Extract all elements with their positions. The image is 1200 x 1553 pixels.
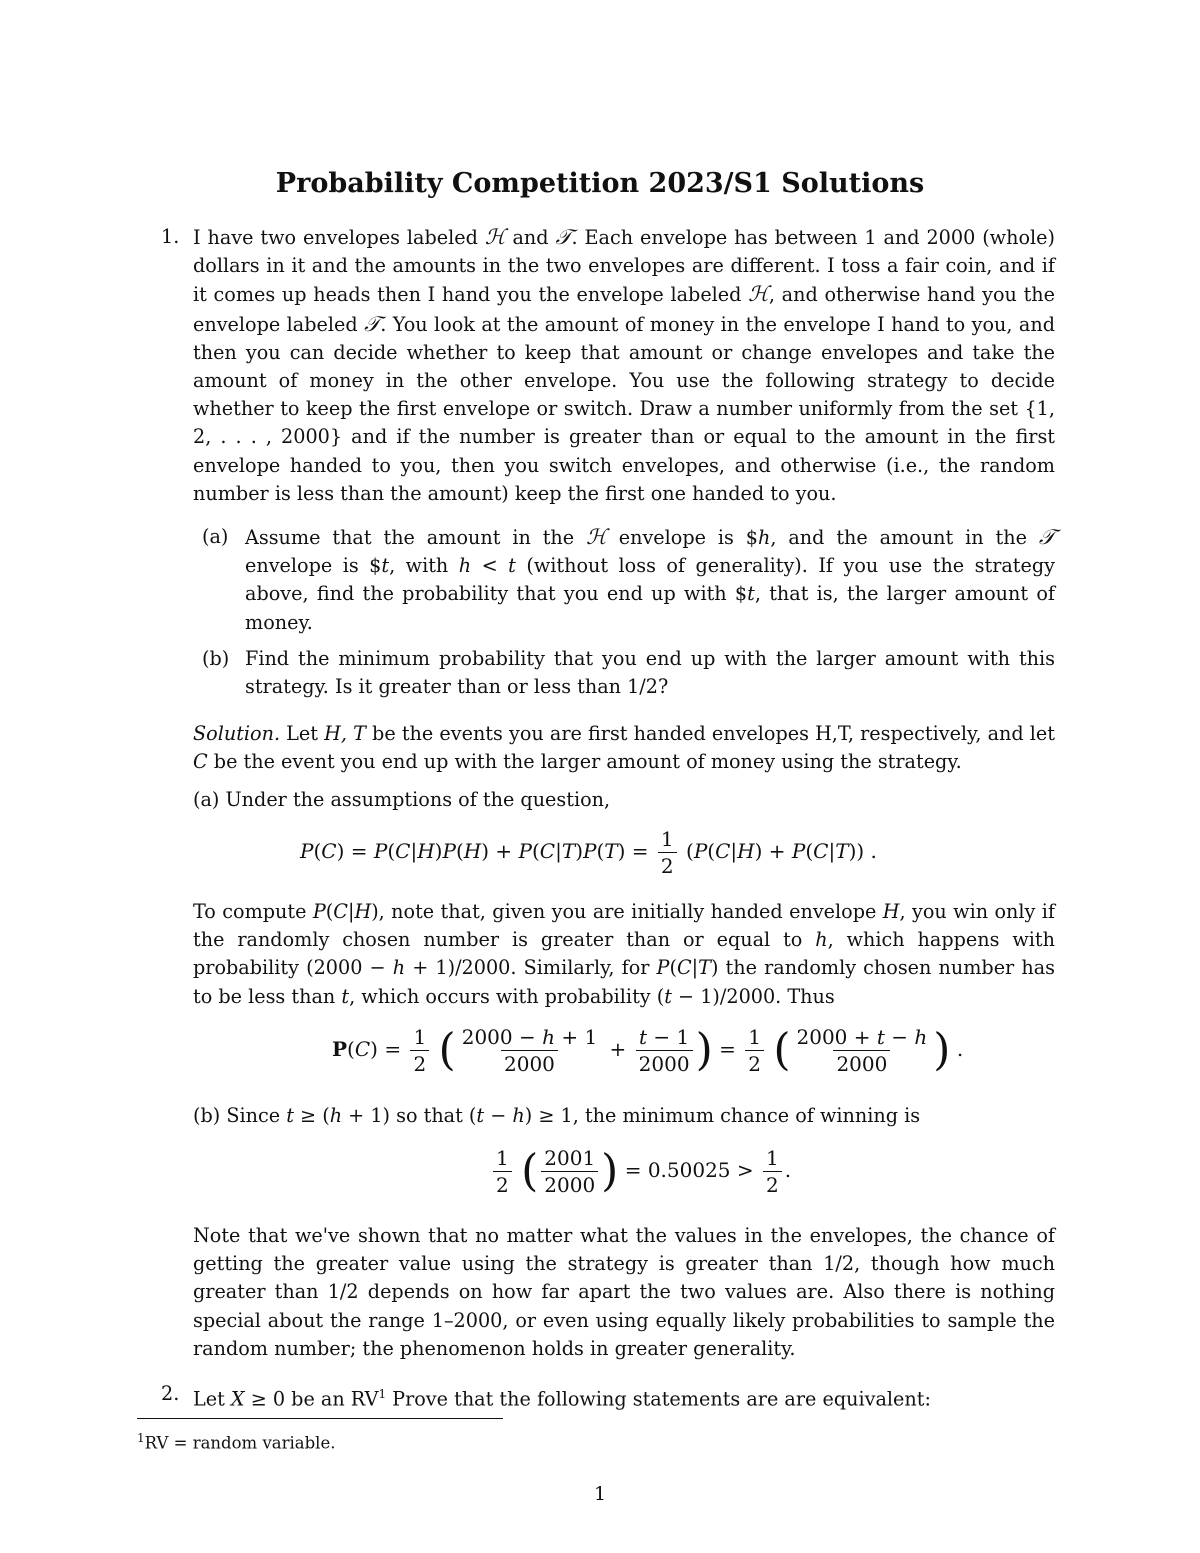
page-number: 1 [593,1483,607,1505]
equation-total-probability: P(C) = P(C|H)P(H) + P(C|T)P(T) = $\frac{1}{2}$ (P(C|H) + P(C|T)) . [300,827,877,878]
solution-intro: Solution. Let H, T be the events you are first handed envelopes H,T, respectively, and let C be the event you end up with the larger amount of money using the strategy. [193,722,1056,774]
solution-note: Note that we've shown that no matter what the values in the envelopes, the chance of getting the greater value using the strategy is greater than 1/2, though how much greater than 1/2 depends on how far apart the two values are. Also there is nothing special about the range 1–2000, or even using equally likely probabilities to sample the random number; the phenomenon holds in greater generality. [193,1224,1055,1360]
equation-min-probability: $\frac{1}{2}$ ( $\frac{2001}{2000}$ ) = 0.50025 > $\frac{1}{2}$ . [490,1145,791,1198]
equation-pc-result: P(C) = $\frac{1}{2}$ ( $\frac{2000 - h + 1}{2000}$ + $\frac{t - 1}{2000}$ ) = $\frac{1}{2}$ ( $\frac{2000 + t - h}{2000}$ ) . [332,1024,964,1076]
problem-1-number: 1. [161,225,180,248]
footnote [137,1427,335,1455]
footnote-marker: 1 [137,1431,145,1445]
solution-a-body: To compute P(C|H), note that, given you are initially handed envelope H, you win only if the randomly chosen number is greater than or equal to h, which happens with probability (2000 − h + 1)/2000. Similarly, for P(C|T) the randomly chosen number has to be less than t, which occurs with probability (t − 1)/2000. Thus [193,900,1056,1008]
footnote-text: RV = random variable. [144,1433,336,1453]
solution-label: Solution. [193,722,281,745]
footnote-rule [137,1418,503,1419]
solution-a-intro: (a) Under the assumptions of the question, [193,788,611,811]
part-b-label: (b) [202,647,230,670]
page-title: Probability Competition 2023/S1 Solutions [275,168,925,199]
part-b-statement: Find the minimum probability that you end up with the larger amount with this strategy. Is it greater than or less than 1/2? [245,647,1055,699]
problem-2-statement: Let X ≥ 0 be an $RV^1$ Prove that the following statements are are equivalent: [193,1387,931,1411]
solution-b-intro: (b) Since t ≥ (h + 1) so that (t − h) ≥ 1, the minimum chance of winning is [193,1104,921,1127]
problem-1-statement: I have two envelopes labeled ℋ and 𝒯. Each envelope has between 1 and 2000 (whole) dollars in it and the amounts in the two envelopes are different. I toss a fair coin, and if it comes up heads then I hand you the envelope labeled ℋ, and otherwise hand you the envelope labeled 𝒯. You look at the amount of money in the envelope I hand to you, and then you can decide whether to keep that amount or change envelopes and take the amount of money in the other envelope. You use the following strategy to decide whether to keep the first envelope or switch. Draw a number uniformly from the set {1, 2, . . . , 2000} and if the number is greater than or equal to the amount in the first envelope handed to you, then you switch envelopes, and otherwise (i.e., the random number is less than the amount) keep the first one handed to you. [193,225,1056,505]
part-a-statement: Assume that the amount in the ℋ envelope is $h, and the amount in the 𝒯 envelope is $t, with h < t (without loss of generality). If you use the strategy above, find the probability that you end up with $t, that is, the larger amount of money. [245,525,1056,634]
part-a-label: (a) [202,525,229,548]
problem-2-number: 2. [161,1382,180,1405]
footnote-ref: 1 [378,1387,387,1401]
